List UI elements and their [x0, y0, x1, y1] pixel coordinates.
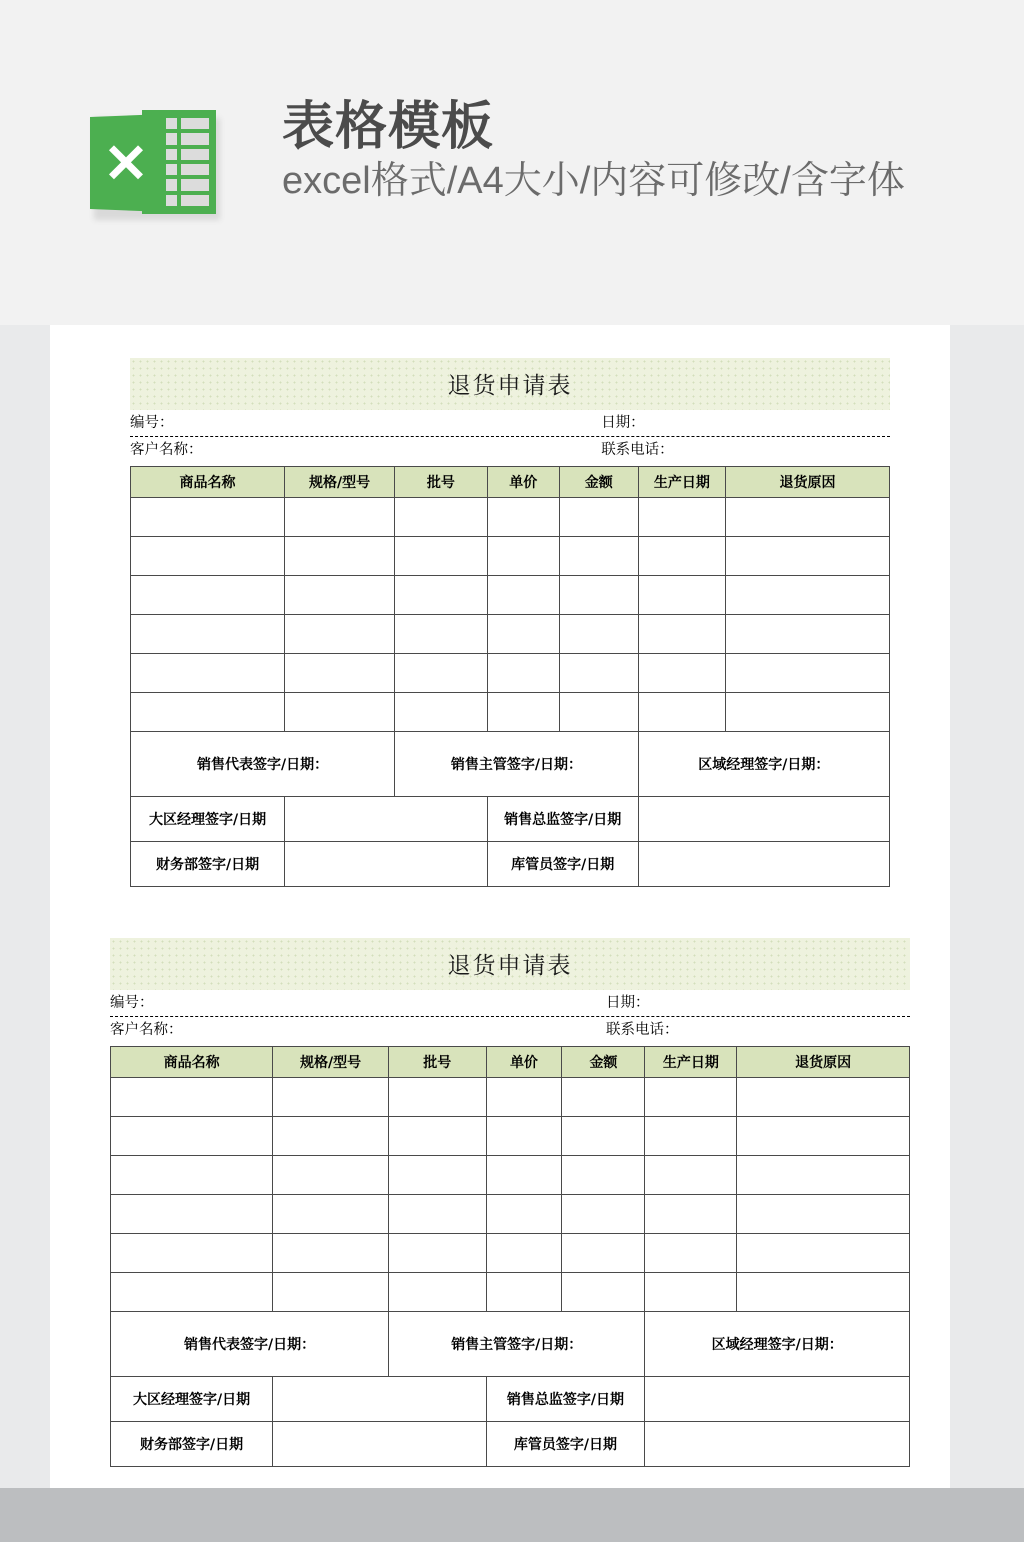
cell-lot-number[interactable] [389, 1156, 486, 1195]
return-request-form-2 [110, 938, 910, 1467]
cell-return-reason[interactable] [737, 1234, 910, 1273]
cell-return-reason[interactable] [726, 537, 890, 576]
promo-inner [88, 100, 905, 216]
cell-return-reason[interactable] [726, 498, 890, 537]
cell-product-name[interactable] [111, 1117, 273, 1156]
signature-sales-director-label: 销售总监签字/日期 [487, 797, 638, 842]
table-row[interactable] [131, 654, 890, 693]
table-row[interactable] [111, 1078, 910, 1117]
table-row[interactable] [111, 1156, 910, 1195]
cell-unit-price[interactable] [487, 576, 559, 615]
cell-lot-number[interactable] [389, 1195, 486, 1234]
signature-row[interactable] [131, 797, 890, 842]
cell-unit-price[interactable] [487, 654, 559, 693]
cell-lot-number[interactable] [395, 537, 488, 576]
cell-production-date[interactable] [638, 654, 725, 693]
cell-lot-number[interactable] [389, 1234, 486, 1273]
signature-finance-label: 财务部签字/日期 [111, 1422, 273, 1467]
cell-spec-model[interactable] [285, 576, 395, 615]
cell-amount[interactable] [562, 1156, 645, 1195]
promo-text [282, 100, 905, 202]
cell-lot-number[interactable] [395, 498, 488, 537]
cell-spec-model[interactable] [273, 1156, 389, 1195]
cell-return-reason[interactable] [726, 693, 890, 732]
form-title-band [110, 938, 910, 990]
cell-return-reason[interactable] [737, 1156, 910, 1195]
cell-production-date[interactable] [638, 576, 725, 615]
cell-production-date[interactable] [645, 1156, 737, 1195]
meta-customer-label: 客户名称： [110, 1021, 183, 1038]
cell-unit-price[interactable] [486, 1156, 562, 1195]
cell-lot-number[interactable] [395, 615, 488, 654]
cell-spec-model[interactable] [273, 1234, 389, 1273]
cell-unit-price[interactable] [486, 1234, 562, 1273]
table-row[interactable] [131, 576, 890, 615]
table-header-row [111, 1047, 910, 1078]
signature-region-manager-value[interactable] [285, 797, 488, 842]
signature-row-top[interactable] [111, 1312, 910, 1377]
meta-phone-label: 联系电话： [606, 1021, 679, 1038]
signature-sales-director-label: 销售总监签字/日期 [486, 1377, 645, 1422]
cell-production-date[interactable] [645, 1195, 737, 1234]
promo-title: 表格模板 [282, 98, 495, 156]
table-row[interactable] [111, 1234, 910, 1273]
excel-icon [88, 108, 220, 216]
signature-sales-director-value[interactable] [638, 797, 889, 842]
cell-spec-model[interactable] [273, 1195, 389, 1234]
signature-finance-value[interactable] [285, 842, 488, 887]
col-header-unit-price: 单价 [487, 467, 559, 498]
form-title: 退货申请表 [447, 373, 573, 399]
meta-number-label: 编号： [110, 995, 154, 1011]
cell-production-date[interactable] [638, 693, 725, 732]
cell-product-name[interactable] [131, 576, 285, 615]
cell-spec-model[interactable] [273, 1078, 389, 1117]
signature-warehouse-value[interactable] [638, 842, 889, 887]
signature-region-manager-label: 大区经理签字/日期 [131, 797, 285, 842]
signature-row[interactable] [111, 1377, 910, 1422]
col-header-lot-number: 批号 [389, 1047, 486, 1078]
cell-production-date[interactable] [638, 498, 725, 537]
col-header-product-name: 商品名称 [131, 467, 285, 498]
cell-product-name[interactable] [111, 1078, 273, 1117]
cell-production-date[interactable] [638, 615, 725, 654]
col-header-return-reason: 退货原因 [726, 467, 890, 498]
cell-return-reason[interactable] [737, 1078, 910, 1117]
cell-product-name[interactable] [111, 1234, 273, 1273]
cell-lot-number[interactable] [395, 654, 488, 693]
cell-return-reason[interactable] [726, 615, 890, 654]
cell-lot-number[interactable] [389, 1117, 486, 1156]
cell-spec-model[interactable] [285, 498, 395, 537]
signature-warehouse-label: 库管员签字/日期 [486, 1422, 645, 1467]
form-title-band [130, 358, 890, 410]
col-header-lot-number: 批号 [395, 467, 488, 498]
cell-product-name[interactable] [131, 693, 285, 732]
table-row[interactable] [131, 537, 890, 576]
cell-return-reason[interactable] [726, 576, 890, 615]
return-items-table [130, 466, 890, 887]
cell-spec-model[interactable] [273, 1117, 389, 1156]
cell-production-date[interactable] [638, 537, 725, 576]
promo-header [0, 0, 1024, 325]
meta-row-customer-phone [110, 1017, 910, 1043]
cell-unit-price[interactable] [486, 1273, 562, 1312]
meta-date-label: 日期： [601, 415, 645, 431]
cell-product-name[interactable] [111, 1195, 273, 1234]
cell-production-date[interactable] [645, 1273, 737, 1312]
signature-row[interactable] [111, 1422, 910, 1467]
signature-sales-director-value[interactable] [645, 1377, 910, 1422]
paper-margin-left [0, 325, 50, 1488]
cell-return-reason[interactable] [737, 1117, 910, 1156]
bottom-band [0, 1488, 1024, 1542]
cell-product-name[interactable] [111, 1273, 273, 1312]
signature-region-manager-value[interactable] [273, 1377, 486, 1422]
meta-number-label: 编号： [130, 415, 174, 431]
signature-warehouse-value[interactable] [645, 1422, 910, 1467]
col-header-spec-model: 规格/型号 [273, 1047, 389, 1078]
cell-lot-number[interactable] [395, 693, 488, 732]
meta-phone-label: 联系电话： [601, 441, 674, 458]
signature-warehouse-label: 库管员签字/日期 [487, 842, 638, 887]
promo-subtitle: excel格式/A4大小/内容可修改/含字体 [282, 159, 905, 202]
table-row[interactable] [131, 615, 890, 654]
col-header-product-name: 商品名称 [111, 1047, 273, 1078]
cell-product-name[interactable] [131, 498, 285, 537]
signature-sales-manager[interactable]: 销售主管签字/日期： [389, 1312, 645, 1377]
cell-amount[interactable] [559, 537, 638, 576]
cell-return-reason[interactable] [737, 1195, 910, 1234]
signature-row[interactable] [131, 842, 890, 887]
cell-lot-number[interactable] [395, 576, 488, 615]
cell-unit-price[interactable] [487, 615, 559, 654]
cell-spec-model[interactable] [285, 654, 395, 693]
paper-margin-right [950, 325, 1024, 1488]
signature-area-manager[interactable]: 区域经理签字/日期： [638, 732, 889, 797]
col-header-return-reason: 退货原因 [737, 1047, 910, 1078]
cell-lot-number[interactable] [389, 1273, 486, 1312]
cell-amount[interactable] [562, 1273, 645, 1312]
cell-spec-model[interactable] [285, 693, 395, 732]
meta-row-number-date [130, 410, 890, 437]
signature-row-top[interactable] [131, 732, 890, 797]
col-header-production-date: 生产日期 [638, 467, 725, 498]
cell-spec-model[interactable] [285, 537, 395, 576]
table-row[interactable] [111, 1195, 910, 1234]
signature-finance-value[interactable] [273, 1422, 486, 1467]
table-row[interactable] [111, 1117, 910, 1156]
cell-unit-price[interactable] [487, 537, 559, 576]
cell-amount[interactable] [562, 1117, 645, 1156]
col-header-production-date: 生产日期 [645, 1047, 737, 1078]
signature-sales-rep[interactable]: 销售代表签字/日期： [131, 732, 395, 797]
cell-product-name[interactable] [131, 654, 285, 693]
cell-unit-price[interactable] [486, 1117, 562, 1156]
col-header-spec-model: 规格/型号 [285, 467, 395, 498]
col-header-amount: 金额 [559, 467, 638, 498]
cell-unit-price[interactable] [486, 1078, 562, 1117]
cell-product-name[interactable] [131, 615, 285, 654]
return-items-table [110, 1046, 910, 1467]
cell-production-date[interactable] [645, 1078, 737, 1117]
cell-production-date[interactable] [645, 1117, 737, 1156]
meta-date-label: 日期： [606, 995, 650, 1011]
signature-finance-label: 财务部签字/日期 [131, 842, 285, 887]
cell-product-name[interactable] [131, 537, 285, 576]
cell-amount[interactable] [559, 615, 638, 654]
excel-icon-x-glyph: ✕ [103, 133, 149, 194]
cell-unit-price[interactable] [487, 498, 559, 537]
table-row[interactable] [131, 693, 890, 732]
cell-product-name[interactable] [111, 1156, 273, 1195]
signature-sales-rep[interactable]: 销售代表签字/日期： [111, 1312, 389, 1377]
cell-return-reason[interactable] [737, 1273, 910, 1312]
table-row[interactable] [131, 498, 890, 537]
col-header-unit-price: 单价 [486, 1047, 562, 1078]
table-body [131, 498, 890, 887]
signature-area-manager[interactable]: 区域经理签字/日期： [645, 1312, 910, 1377]
table-header-row [131, 467, 890, 498]
cell-unit-price[interactable] [487, 693, 559, 732]
cell-amount[interactable] [559, 576, 638, 615]
cell-amount[interactable] [559, 498, 638, 537]
meta-row-number-date [110, 990, 910, 1017]
cell-return-reason[interactable] [726, 654, 890, 693]
return-request-form-1 [130, 358, 890, 887]
signature-region-manager-label: 大区经理签字/日期 [111, 1377, 273, 1422]
document-page [50, 325, 950, 1488]
cell-amount[interactable] [559, 693, 638, 732]
table-body [111, 1078, 910, 1467]
cell-unit-price[interactable] [486, 1195, 562, 1234]
cell-amount[interactable] [562, 1195, 645, 1234]
cell-amount[interactable] [559, 654, 638, 693]
meta-customer-label: 客户名称： [130, 441, 203, 458]
cell-spec-model[interactable] [273, 1273, 389, 1312]
cell-amount[interactable] [562, 1234, 645, 1273]
cell-lot-number[interactable] [389, 1078, 486, 1117]
cell-spec-model[interactable] [285, 615, 395, 654]
meta-row-customer-phone [130, 437, 890, 463]
cell-production-date[interactable] [645, 1234, 737, 1273]
form-title: 退货申请表 [447, 953, 573, 979]
signature-sales-manager[interactable]: 销售主管签字/日期： [395, 732, 639, 797]
cell-amount[interactable] [562, 1078, 645, 1117]
table-row[interactable] [111, 1273, 910, 1312]
col-header-amount: 金额 [562, 1047, 645, 1078]
